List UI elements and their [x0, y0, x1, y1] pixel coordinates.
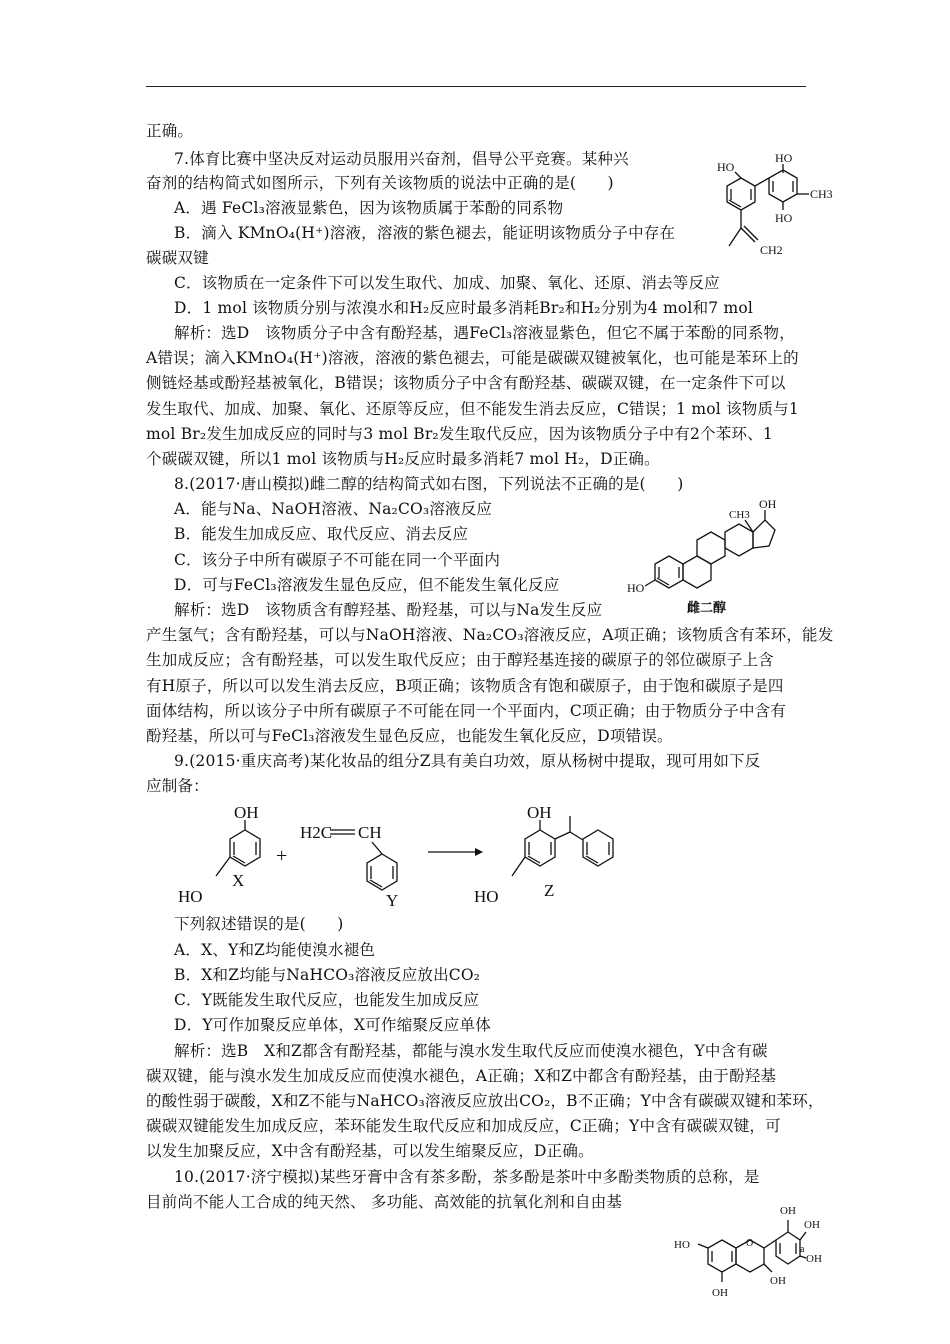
oh-label: OH: [770, 1275, 786, 1287]
option-c: C．该分子中所有碳原子不可能在同一个平面内: [174, 551, 501, 569]
question-9: 9.(2015·重庆高考)某化妆品的组分Z具有美白功效，原从杨树中提取，现可用如下反: [174, 752, 761, 770]
h2c-label: H2C: [300, 823, 333, 842]
text-line: mol Br₂发生加成反应的同时与3 mol Br₂发生取代反应，因为该物质分子中有2个苯环、1: [146, 425, 773, 443]
x-label: X: [232, 871, 245, 890]
option-a: A．X、Y和Z均能使溴水褪色: [174, 941, 376, 959]
tea-polyphenol-structure: [672, 1200, 822, 1310]
oh-label: OH: [527, 803, 552, 822]
oh-label: OH: [234, 803, 259, 822]
oh-label: OH: [759, 497, 777, 511]
text-line: 面体结构，所以该分子中所有碳原子不可能在同一个平面内，C项正确；由于物质分子中含有: [146, 702, 787, 720]
ho-label: HO: [627, 581, 645, 595]
oh-label: HO: [717, 160, 735, 174]
z-label: Z: [544, 881, 555, 900]
text-line: 酚羟基，所以可与FeCl₃溶液发生显色反应，也能发生氧化反应，D项错误。: [146, 727, 673, 745]
oh-label: HO: [775, 151, 793, 165]
text-line: 侧链烃基或酚羟基被氧化，B错误；该物质分子中含有酚羟基、碳碳双键，在一定条件下可以: [146, 374, 786, 392]
option-b: B．滴入 KMnO₄(H⁺)溶液，溶液的紫色褪去，能证明该物质分子中存在: [174, 224, 676, 242]
methyl-label: CH3: [729, 509, 750, 521]
text-line: 发生取代、加成、加聚、氧化、还原等反应，但不能发生消去反应，C错误；1 mol 该物质与1: [146, 400, 799, 418]
text-line: 以发生加聚反应，X中含有酚羟基，可以发生缩聚反应，D正确。: [146, 1142, 594, 1160]
option-b: B．能发生加成反应、取代反应、消去反应: [174, 525, 469, 543]
text-line: 的酸性弱于碳酸，X和Z不能与NaHCO₃溶液反应放出CO₂，B不正确；Y中含有碳碳双键和苯环，: [146, 1092, 824, 1110]
analysis: 解析：选B X和Z都含有酚羟基，都能与溴水发生取代反应而使溴水褪色，Y中含有碳: [174, 1042, 768, 1060]
text-line: 碳碳双键: [146, 249, 209, 267]
estradiol-caption: 雌二醇: [687, 600, 727, 615]
question-10: 10.(2017·济宁模拟)某些牙膏中含有茶多酚，茶多酚是茶叶中多酚类物质的总称，是: [174, 1168, 760, 1186]
ho-label: HO: [474, 887, 499, 906]
text-line: 产生氢气；含有酚羟基，可以与NaOH溶液、Na₂CO₃溶液反应，A项正确；该物质含有苯环，能发: [146, 626, 834, 644]
oh-label: OH: [712, 1287, 728, 1299]
text-line: 应制备：: [146, 777, 209, 795]
text-line: 有H原子，所以可以发生消去反应，B项正确；该物质含有饱和碳原子，由于饱和碳原子是四: [146, 677, 784, 695]
ho-label: HO: [178, 887, 203, 906]
text-line: 正确。: [146, 122, 194, 140]
ring-oxygen: O: [746, 1238, 754, 1249]
methyl-label: CH3: [810, 187, 833, 201]
stimulant-structure: [705, 150, 845, 265]
analysis: 解析：选D 该物质分子中含有酚羟基，遇FeCl₃溶液显紫色，但它不属于苯酚的同系物，: [174, 324, 795, 342]
oh-label: HO: [775, 211, 793, 225]
text-line: 生加成反应；含有酚羟基，可以发生取代反应；由于醇羟基连接的碳原子的邻位碳原子上含: [146, 651, 775, 669]
analysis: 解析：选D 该物质含有醇羟基、酚羟基，可以与Na发生反应: [174, 601, 603, 619]
oh-label: OH: [806, 1253, 822, 1265]
a-label: a: [800, 1244, 805, 1255]
option-d: D．Y可作加聚反应单体，X可作缩聚反应单体: [174, 1016, 491, 1034]
option-b: B．X和Z均能与NaHCO₃溶液反应放出CO₂: [174, 966, 481, 984]
oh-label: OH: [780, 1205, 796, 1217]
question-8: 8.(2017·唐山模拟)雌二醇的结构简式如右图，下列说法不正确的是( ): [174, 475, 684, 493]
estradiol-structure: [625, 497, 785, 620]
option-c: C．Y既能发生取代反应，也能发生加成反应: [174, 991, 480, 1009]
option-a: A．遇 FeCl₃溶液显紫色，因为该物质属于苯酚的同系物: [174, 199, 564, 217]
text-line: 碳双键，能与溴水发生加成反应而使溴水褪色，A正确；X和Z中都含有酚羟基，由于酚羟基: [146, 1067, 777, 1085]
option-d: D．可与FeCl₃溶液发生显色反应，但不能发生氧化反应: [174, 576, 560, 594]
plus-sign: +: [276, 845, 288, 867]
option-a: A．能与Na、NaOH溶液、Na₂CO₃溶液反应: [174, 500, 493, 518]
text-line: A错误；滴入KMnO₄(H⁺)溶液，溶液的紫色褪去，可能是碳碳双键被氧化，也可能是苯环上的: [146, 349, 799, 367]
oh-label: OH: [804, 1219, 820, 1231]
text-line: 目前尚不能人工合成的纯天然、 多功能、高效能的抗氧化剂和自由基: [146, 1193, 623, 1211]
text-line: 碳碳双键能发生加成反应，苯环能发生取代反应和加成反应，C正确；Y中含有碳碳双键，可: [146, 1117, 781, 1135]
ch-label: CH: [358, 823, 382, 842]
option-d: D．1 mol 该物质分别与浓溴水和H₂反应时最多消耗Br₂和H₂分别为4 mol和7 mol: [174, 299, 754, 317]
text-line: 奋剂的结构简式如图所示，下列有关该物质的说法中正确的是( ): [146, 174, 614, 192]
oh-label: HO: [674, 1239, 690, 1251]
option-c: C．该物质在一定条件下可以发生取代、加成、加聚、氧化、还原、消去等反应: [174, 274, 720, 292]
y-label: Y: [386, 891, 399, 910]
text-line: 个碳碳双键，所以1 mol 该物质与H₂反应时最多消耗7 mol H₂，D正确。: [146, 450, 660, 468]
reaction-scheme: [170, 800, 630, 910]
question-7: 7.体育比赛中坚决反对运动员服用兴奋剂，倡导公平竞赛。某种兴: [174, 150, 629, 168]
methylene-label: CH2: [760, 243, 783, 257]
header-rule: [146, 86, 806, 87]
question-stem: 下列叙述错误的是( ): [174, 915, 344, 933]
